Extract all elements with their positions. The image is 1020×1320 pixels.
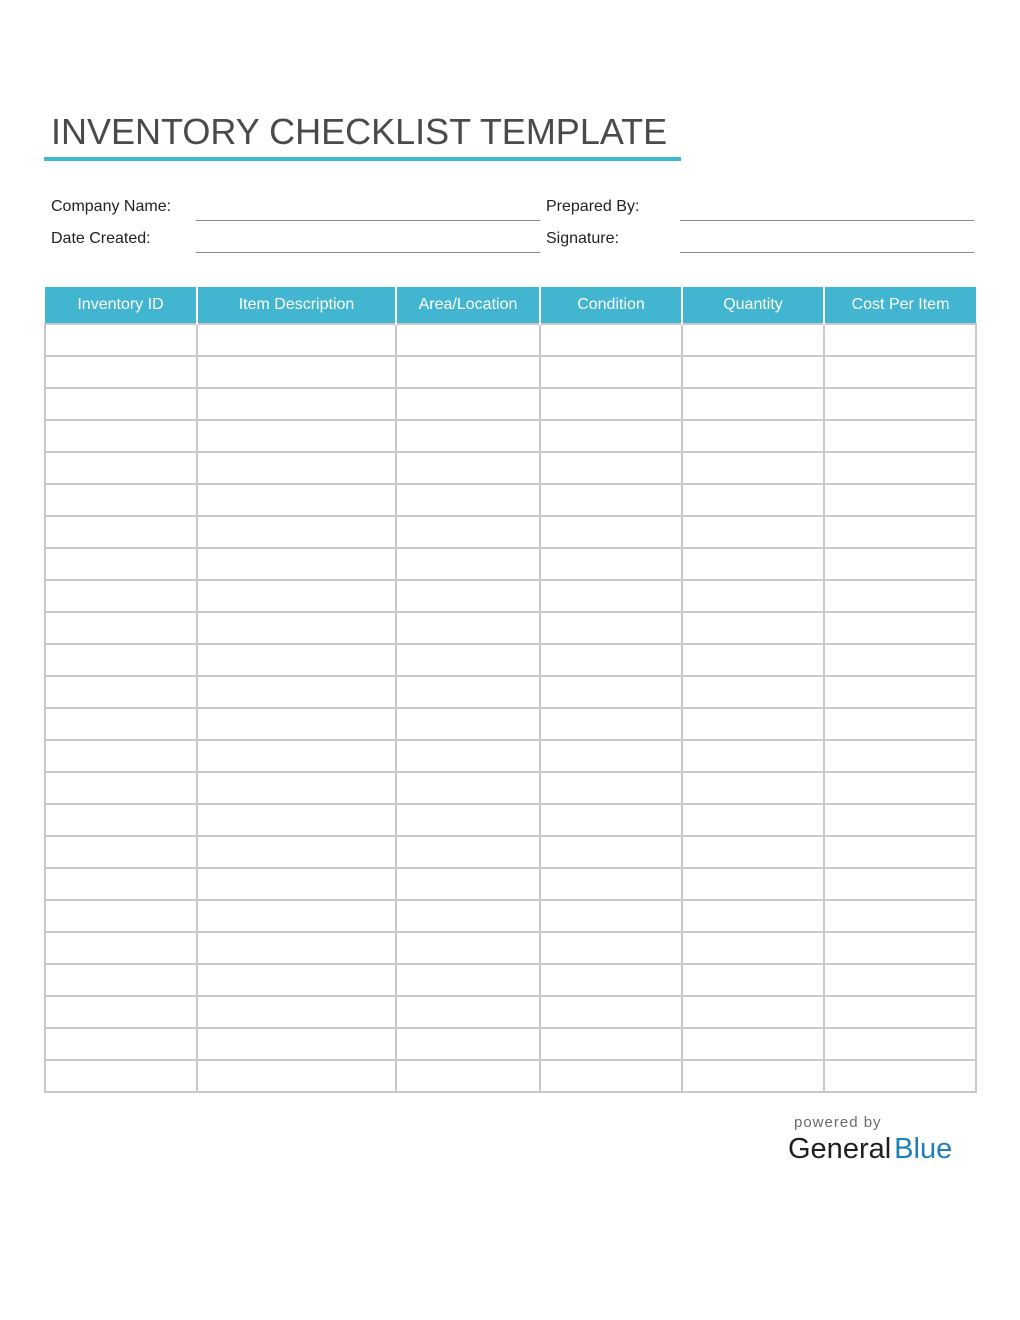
table-cell[interactable] (824, 932, 976, 964)
table-cell[interactable] (197, 484, 396, 516)
table-cell[interactable] (540, 452, 682, 484)
table-cell[interactable] (396, 548, 540, 580)
table-cell[interactable] (45, 804, 197, 836)
table-cell[interactable] (682, 580, 824, 612)
table-cell[interactable] (682, 612, 824, 644)
table-cell[interactable] (197, 1028, 396, 1060)
table-cell[interactable] (396, 932, 540, 964)
table-cell[interactable] (45, 772, 197, 804)
table-cell[interactable] (197, 356, 396, 388)
table-cell[interactable] (396, 1060, 540, 1092)
table-cell[interactable] (197, 964, 396, 996)
table-cell[interactable] (682, 644, 824, 676)
table-row (45, 388, 976, 420)
table-cell[interactable] (396, 900, 540, 932)
table-cell[interactable] (197, 804, 396, 836)
table-cell[interactable] (396, 964, 540, 996)
table-cell[interactable] (45, 1060, 197, 1092)
table-cell[interactable] (824, 356, 976, 388)
table-row (45, 1028, 976, 1060)
table-cell[interactable] (540, 1060, 682, 1092)
table-cell[interactable] (540, 612, 682, 644)
table-cell[interactable] (824, 388, 976, 420)
table-cell[interactable] (45, 484, 197, 516)
table-cell[interactable] (824, 676, 976, 708)
table-cell[interactable] (540, 804, 682, 836)
table-cell[interactable] (540, 836, 682, 868)
table-cell[interactable] (45, 356, 197, 388)
inventory-table (44, 287, 977, 1093)
table-cell[interactable] (45, 420, 197, 452)
table-cell[interactable] (197, 996, 396, 1028)
table-cell[interactable] (396, 836, 540, 868)
table-cell[interactable] (540, 516, 682, 548)
table-cell[interactable] (45, 388, 197, 420)
table-cell[interactable] (197, 1060, 396, 1092)
date-created-field[interactable] (196, 252, 540, 253)
table-cell[interactable] (540, 900, 682, 932)
table-row (45, 676, 976, 708)
table-cell[interactable] (396, 772, 540, 804)
table-cell[interactable] (682, 772, 824, 804)
brand-blue: Blue (894, 1133, 953, 1165)
table-row (45, 644, 976, 676)
table-cell[interactable] (396, 996, 540, 1028)
table-cell[interactable] (396, 356, 540, 388)
table-cell[interactable] (396, 1028, 540, 1060)
table-cell[interactable] (45, 580, 197, 612)
table-cell[interactable] (396, 708, 540, 740)
company-name-field[interactable] (196, 220, 540, 221)
table-cell[interactable] (540, 868, 682, 900)
table-cell[interactable] (824, 708, 976, 740)
table-cell[interactable] (540, 548, 682, 580)
table-cell[interactable] (396, 452, 540, 484)
table-cell[interactable] (824, 836, 976, 868)
table-cell[interactable] (682, 708, 824, 740)
table-cell[interactable] (396, 804, 540, 836)
table-cell[interactable] (197, 708, 396, 740)
brand-general: General (788, 1133, 892, 1165)
table-row (45, 580, 976, 612)
table-cell[interactable] (824, 804, 976, 836)
page-title: INVENTORY CHECKLIST TEMPLATE (51, 111, 668, 152)
table-cell[interactable] (45, 740, 197, 772)
table-cell[interactable] (396, 740, 540, 772)
table-cell[interactable] (682, 804, 824, 836)
table-row (45, 868, 976, 900)
table-cell[interactable] (396, 324, 540, 356)
table-cell[interactable] (682, 868, 824, 900)
table-row (45, 356, 976, 388)
table-cell[interactable] (45, 900, 197, 932)
table-cell[interactable] (824, 964, 976, 996)
table-cell[interactable] (824, 612, 976, 644)
table-cell[interactable] (45, 996, 197, 1028)
table-cell[interactable] (197, 772, 396, 804)
table-row (45, 772, 976, 804)
header-item-description: Item Description (197, 287, 396, 324)
table-cell[interactable] (540, 356, 682, 388)
header-inventory-id: Inventory ID (45, 287, 197, 324)
table-cell[interactable] (45, 644, 197, 676)
table-cell[interactable] (540, 324, 682, 356)
table-cell[interactable] (540, 708, 682, 740)
generalblue-logo (788, 1131, 952, 1167)
table-cell[interactable] (824, 516, 976, 548)
table-cell[interactable] (396, 484, 540, 516)
table-row (45, 484, 976, 516)
table-cell[interactable] (682, 484, 824, 516)
table-cell[interactable] (682, 964, 824, 996)
table-cell[interactable] (396, 388, 540, 420)
table-cell[interactable] (682, 932, 824, 964)
table-cell[interactable] (682, 996, 824, 1028)
table-cell[interactable] (682, 900, 824, 932)
table-cell[interactable] (45, 548, 197, 580)
table-cell[interactable] (682, 356, 824, 388)
title-underline (44, 157, 681, 161)
table-row (45, 324, 976, 356)
table-cell[interactable] (45, 676, 197, 708)
table-cell[interactable] (45, 1028, 197, 1060)
table-row (45, 740, 976, 772)
table-cell[interactable] (45, 836, 197, 868)
table-cell[interactable] (824, 772, 976, 804)
table-cell[interactable] (396, 676, 540, 708)
table-cell[interactable] (824, 900, 976, 932)
table-cell[interactable] (682, 548, 824, 580)
table-cell[interactable] (45, 324, 197, 356)
table-cell[interactable] (824, 740, 976, 772)
table-row (45, 420, 976, 452)
header-area-location: Area/Location (396, 287, 540, 324)
table-header-row (45, 287, 976, 324)
table-cell[interactable] (824, 548, 976, 580)
table-cell[interactable] (45, 932, 197, 964)
table-cell[interactable] (540, 964, 682, 996)
table-cell[interactable] (682, 452, 824, 484)
table-cell[interactable] (45, 612, 197, 644)
table-cell[interactable] (540, 484, 682, 516)
table-cell[interactable] (197, 580, 396, 612)
table-cell[interactable] (45, 452, 197, 484)
table-row (45, 516, 976, 548)
table-cell[interactable] (197, 740, 396, 772)
header-cost-per-item: Cost Per Item (824, 287, 976, 324)
table-cell[interactable] (197, 452, 396, 484)
table-cell[interactable] (540, 740, 682, 772)
table-cell[interactable] (682, 740, 824, 772)
table-cell[interactable] (396, 644, 540, 676)
prepared-by-label: Prepared By: (546, 198, 640, 215)
table-cell[interactable] (45, 868, 197, 900)
table-cell[interactable] (824, 1028, 976, 1060)
table-cell[interactable] (197, 676, 396, 708)
table-cell[interactable] (540, 388, 682, 420)
table-cell[interactable] (396, 580, 540, 612)
table-cell[interactable] (682, 516, 824, 548)
table-cell[interactable] (197, 516, 396, 548)
table-row (45, 548, 976, 580)
table-cell[interactable] (540, 644, 682, 676)
table-cell[interactable] (45, 964, 197, 996)
table-row (45, 964, 976, 996)
table-cell[interactable] (682, 1060, 824, 1092)
table-cell[interactable] (197, 900, 396, 932)
table-row (45, 996, 976, 1028)
table-cell[interactable] (540, 580, 682, 612)
table-cell[interactable] (197, 868, 396, 900)
table-cell[interactable] (45, 708, 197, 740)
table-cell[interactable] (540, 1028, 682, 1060)
company-name-label: Company Name: (51, 198, 172, 215)
table-cell[interactable] (396, 868, 540, 900)
table-cell[interactable] (197, 836, 396, 868)
table-cell[interactable] (824, 996, 976, 1028)
table-row (45, 804, 976, 836)
table-cell[interactable] (540, 996, 682, 1028)
table-cell[interactable] (682, 324, 824, 356)
table-cell[interactable] (682, 1028, 824, 1060)
table-row (45, 836, 976, 868)
table-cell[interactable] (540, 932, 682, 964)
table-cell[interactable] (396, 516, 540, 548)
table-cell[interactable] (197, 644, 396, 676)
table-cell[interactable] (540, 676, 682, 708)
table-cell[interactable] (824, 324, 976, 356)
table-cell[interactable] (824, 644, 976, 676)
table-cell[interactable] (824, 580, 976, 612)
table-cell[interactable] (824, 484, 976, 516)
table-cell[interactable] (824, 868, 976, 900)
table-cell[interactable] (824, 452, 976, 484)
table-cell[interactable] (682, 836, 824, 868)
header-quantity: Quantity (682, 287, 824, 324)
date-created-label: Date Created: (51, 230, 151, 247)
table-cell[interactable] (540, 420, 682, 452)
prepared-by-field[interactable] (680, 220, 974, 221)
table-cell[interactable] (540, 772, 682, 804)
table-cell[interactable] (396, 612, 540, 644)
table-cell[interactable] (197, 548, 396, 580)
table-cell[interactable] (682, 420, 824, 452)
table-row (45, 708, 976, 740)
table-row (45, 452, 976, 484)
table-cell[interactable] (197, 612, 396, 644)
table-cell[interactable] (824, 420, 976, 452)
signature-label: Signature: (546, 230, 619, 247)
table-cell[interactable] (197, 420, 396, 452)
table-body (45, 324, 976, 1092)
table-row (45, 900, 976, 932)
table-cell[interactable] (824, 1060, 976, 1092)
powered-by-text: powered by (794, 1114, 882, 1131)
table-cell[interactable] (682, 676, 824, 708)
table-row (45, 1060, 976, 1092)
table-cell[interactable] (197, 388, 396, 420)
signature-field[interactable] (680, 252, 974, 253)
header-condition: Condition (540, 287, 682, 324)
table-cell[interactable] (197, 932, 396, 964)
table-cell[interactable] (682, 388, 824, 420)
table-cell[interactable] (45, 516, 197, 548)
table-row (45, 932, 976, 964)
table-cell[interactable] (396, 420, 540, 452)
table-row (45, 612, 976, 644)
table-cell[interactable] (197, 324, 396, 356)
